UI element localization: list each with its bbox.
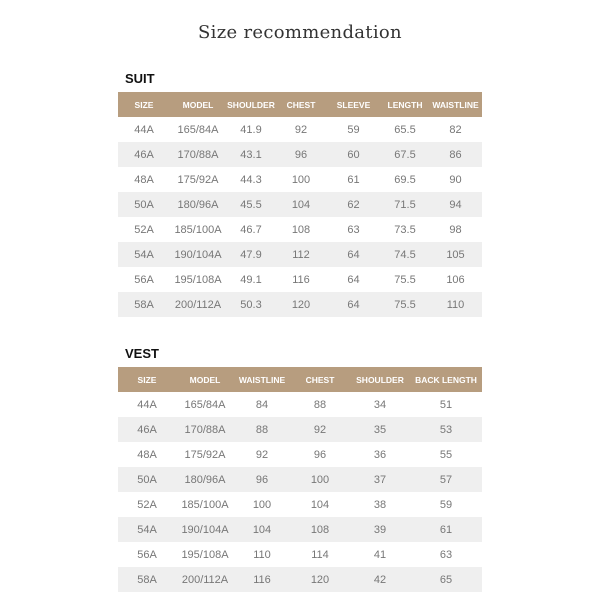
cell-length: 73.5 xyxy=(381,217,429,242)
column-header-shoulder: SHOULDER xyxy=(226,92,276,117)
cell-length: 74.5 xyxy=(381,242,429,267)
column-header-back-length: BACK LENGTH xyxy=(410,367,482,392)
cell-size: 58A xyxy=(118,567,176,592)
cell-shoulder: 43.1 xyxy=(226,142,276,167)
cell-model: 200/112A xyxy=(170,292,226,317)
cell-shoulder: 47.9 xyxy=(226,242,276,267)
cell-model: 190/104A xyxy=(176,517,234,542)
cell-sleeve: 60 xyxy=(326,142,381,167)
cell-waistline: 110 xyxy=(429,292,482,317)
cell-size: 44A xyxy=(118,117,170,142)
cell-size: 44A xyxy=(118,392,176,417)
table-row xyxy=(118,542,482,567)
table-row xyxy=(118,117,482,142)
cell-waistline: 82 xyxy=(429,117,482,142)
cell-shoulder: 39 xyxy=(350,517,410,542)
cell-shoulder: 38 xyxy=(350,492,410,517)
cell-back-length: 53 xyxy=(410,417,482,442)
cell-shoulder: 50.3 xyxy=(226,292,276,317)
cell-chest: 96 xyxy=(290,442,350,467)
cell-waistline: 98 xyxy=(429,217,482,242)
cell-shoulder: 37 xyxy=(350,467,410,492)
cell-chest: 114 xyxy=(290,542,350,567)
cell-model: 165/84A xyxy=(176,392,234,417)
cell-waistline: 88 xyxy=(234,417,290,442)
column-header-sleeve: SLEEVE xyxy=(326,92,381,117)
cell-model: 200/112A xyxy=(176,567,234,592)
column-header-waistline: WAISTLINE xyxy=(234,367,290,392)
cell-back-length: 61 xyxy=(410,517,482,542)
table-row xyxy=(118,217,482,242)
cell-shoulder: 49.1 xyxy=(226,267,276,292)
cell-waistline: 105 xyxy=(429,242,482,267)
cell-back-length: 63 xyxy=(410,542,482,567)
cell-chest: 100 xyxy=(276,167,326,192)
cell-shoulder: 42 xyxy=(350,567,410,592)
table-row xyxy=(118,492,482,517)
suit-size-table xyxy=(118,92,482,317)
table-row xyxy=(118,267,482,292)
table-header-row xyxy=(118,367,482,392)
cell-chest: 92 xyxy=(276,117,326,142)
column-header-length: LENGTH xyxy=(381,92,429,117)
table-row xyxy=(118,467,482,492)
cell-size: 46A xyxy=(118,142,170,167)
cell-waistline: 94 xyxy=(429,192,482,217)
cell-size: 48A xyxy=(118,167,170,192)
table-row xyxy=(118,442,482,467)
column-header-chest: CHEST xyxy=(276,92,326,117)
cell-waistline: 104 xyxy=(234,517,290,542)
cell-waistline: 116 xyxy=(234,567,290,592)
cell-chest: 92 xyxy=(290,417,350,442)
column-header-chest: CHEST xyxy=(290,367,350,392)
cell-model: 195/108A xyxy=(176,542,234,567)
cell-size: 52A xyxy=(118,217,170,242)
column-header-waistline: WAISTLINE xyxy=(429,92,482,117)
cell-chest: 112 xyxy=(276,242,326,267)
cell-chest: 120 xyxy=(276,292,326,317)
cell-waistline: 84 xyxy=(234,392,290,417)
cell-size: 48A xyxy=(118,442,176,467)
cell-waistline: 90 xyxy=(429,167,482,192)
cell-model: 165/84A xyxy=(170,117,226,142)
cell-shoulder: 41 xyxy=(350,542,410,567)
cell-model: 190/104A xyxy=(170,242,226,267)
cell-model: 195/108A xyxy=(170,267,226,292)
cell-chest: 96 xyxy=(276,142,326,167)
cell-chest: 104 xyxy=(290,492,350,517)
cell-waistline: 100 xyxy=(234,492,290,517)
cell-shoulder: 44.3 xyxy=(226,167,276,192)
cell-chest: 108 xyxy=(290,517,350,542)
cell-length: 65.5 xyxy=(381,117,429,142)
page-title: Size recommendation xyxy=(198,22,402,43)
cell-size: 58A xyxy=(118,292,170,317)
column-header-size: SIZE xyxy=(118,367,176,392)
cell-size: 56A xyxy=(118,542,176,567)
cell-waistline: 110 xyxy=(234,542,290,567)
cell-back-length: 51 xyxy=(410,392,482,417)
table-row xyxy=(118,392,482,417)
cell-shoulder: 46.7 xyxy=(226,217,276,242)
cell-shoulder: 36 xyxy=(350,442,410,467)
cell-model: 185/100A xyxy=(176,492,234,517)
cell-waistline: 106 xyxy=(429,267,482,292)
table-row xyxy=(118,242,482,267)
cell-model: 175/92A xyxy=(170,167,226,192)
column-header-shoulder: SHOULDER xyxy=(350,367,410,392)
cell-model: 175/92A xyxy=(176,442,234,467)
cell-sleeve: 63 xyxy=(326,217,381,242)
cell-shoulder: 45.5 xyxy=(226,192,276,217)
cell-size: 56A xyxy=(118,267,170,292)
cell-sleeve: 64 xyxy=(326,267,381,292)
cell-model: 170/88A xyxy=(170,142,226,167)
cell-chest: 120 xyxy=(290,567,350,592)
cell-size: 54A xyxy=(118,517,176,542)
cell-length: 67.5 xyxy=(381,142,429,167)
cell-chest: 108 xyxy=(276,217,326,242)
cell-model: 180/96A xyxy=(170,192,226,217)
cell-back-length: 65 xyxy=(410,567,482,592)
cell-length: 71.5 xyxy=(381,192,429,217)
cell-shoulder: 34 xyxy=(350,392,410,417)
vest-size-table xyxy=(118,367,482,592)
cell-size: 54A xyxy=(118,242,170,267)
column-header-model: MODEL xyxy=(170,92,226,117)
cell-waistline: 96 xyxy=(234,467,290,492)
table-row xyxy=(118,167,482,192)
suit-section-label: SUIT xyxy=(125,71,155,86)
table-row xyxy=(118,417,482,442)
cell-sleeve: 62 xyxy=(326,192,381,217)
table-row xyxy=(118,567,482,592)
cell-length: 69.5 xyxy=(381,167,429,192)
cell-shoulder: 35 xyxy=(350,417,410,442)
cell-model: 170/88A xyxy=(176,417,234,442)
cell-sleeve: 59 xyxy=(326,117,381,142)
cell-chest: 116 xyxy=(276,267,326,292)
column-header-model: MODEL xyxy=(176,367,234,392)
table-row xyxy=(118,192,482,217)
cell-back-length: 57 xyxy=(410,467,482,492)
cell-size: 50A xyxy=(118,192,170,217)
cell-size: 46A xyxy=(118,417,176,442)
cell-model: 185/100A xyxy=(170,217,226,242)
cell-chest: 88 xyxy=(290,392,350,417)
cell-length: 75.5 xyxy=(381,292,429,317)
cell-waistline: 92 xyxy=(234,442,290,467)
cell-sleeve: 61 xyxy=(326,167,381,192)
cell-chest: 104 xyxy=(276,192,326,217)
column-header-size: SIZE xyxy=(118,92,170,117)
cell-sleeve: 64 xyxy=(326,292,381,317)
cell-sleeve: 64 xyxy=(326,242,381,267)
cell-chest: 100 xyxy=(290,467,350,492)
cell-waistline: 86 xyxy=(429,142,482,167)
cell-back-length: 55 xyxy=(410,442,482,467)
cell-length: 75.5 xyxy=(381,267,429,292)
cell-shoulder: 41.9 xyxy=(226,117,276,142)
vest-section-label: VEST xyxy=(125,346,159,361)
table-row xyxy=(118,292,482,317)
cell-back-length: 59 xyxy=(410,492,482,517)
table-row xyxy=(118,517,482,542)
cell-size: 52A xyxy=(118,492,176,517)
table-row xyxy=(118,142,482,167)
table-header-row xyxy=(118,92,482,117)
cell-size: 50A xyxy=(118,467,176,492)
cell-model: 180/96A xyxy=(176,467,234,492)
